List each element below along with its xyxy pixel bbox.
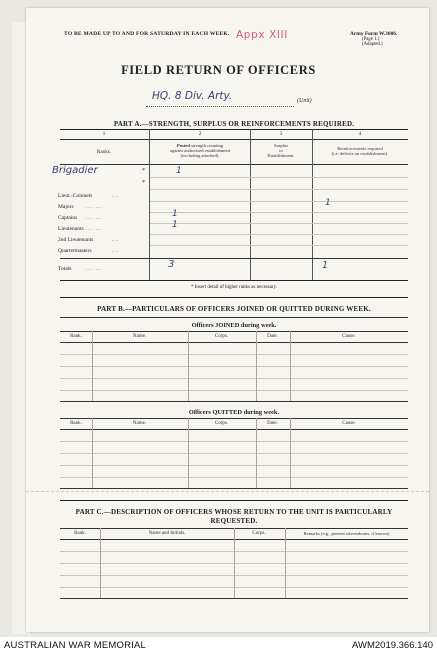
quitted-col-divider-1: [92, 418, 93, 488]
paper-fold: [26, 491, 429, 492]
col-header-posted: [150, 143, 250, 159]
totals-reinf: 1: [322, 260, 329, 271]
quitted-col-date: Date.: [267, 421, 278, 426]
joined-col-date: Date.: [267, 334, 278, 339]
appendix-stamp: Appx XIII: [236, 29, 288, 41]
quitted-col-header-rule: [60, 429, 408, 430]
quitted-col-divider-4: [290, 418, 291, 488]
col-number-4: 4: [358, 131, 362, 137]
col-header-reinforcements: [312, 146, 408, 156]
joined-col-name: Name.: [132, 334, 147, 339]
joined-col-divider-3: [256, 331, 257, 401]
joined-col-header-rule: [60, 342, 408, 343]
quitted-row-rule-3: [60, 465, 408, 466]
row-4-reinf: 1: [325, 198, 331, 208]
row-3-dots: ...: [112, 193, 120, 199]
rank-lieutenants: Lieutenants: [58, 226, 84, 232]
unit-underline: [146, 106, 294, 107]
quitted-col-divider-3: [256, 418, 257, 488]
joined-row-rule-3: [60, 378, 408, 379]
row-3-rule: [150, 201, 408, 202]
col-number-3: 3: [279, 131, 283, 137]
col-header-posted-line2: against authorized establishment: [170, 148, 230, 154]
joined-col-divider-1: [92, 331, 93, 401]
rank-2nd-lieutenants: 2nd Lieutenants: [58, 237, 94, 243]
joined-col-corps: Corps.: [214, 334, 229, 339]
row-1-star: *: [142, 168, 145, 174]
part-c-heading-line2: REQUESTED.: [210, 517, 258, 525]
part-b-heading: PART B.—PARTICULARS OF OFFICERS JOINED OR QUITTED DURING WEEK.: [97, 305, 371, 313]
unit-value: HQ. 8 Div. Arty.: [152, 90, 233, 102]
part-b-top-rule: [60, 297, 408, 298]
partc-bottom-rule: [60, 598, 408, 599]
part-a-bottom-rule: [60, 280, 408, 281]
quitted-title: Officers QUITTED during week.: [188, 409, 280, 416]
col-header-posted-line3: (excluding attached).: [180, 153, 220, 159]
col-header-posted-rest: strength counting: [191, 143, 224, 148]
row-6-rule: [150, 234, 408, 235]
col-number-2: 2: [198, 131, 202, 137]
totals-posted: 3: [168, 259, 175, 270]
quitted-col-corps: Corps.: [214, 421, 229, 426]
quitted-col-name: Name.: [132, 421, 147, 426]
col-header-reinf-line1: Reinforcements required: [337, 146, 383, 151]
joined-title: Officers JOINED during week.: [191, 322, 277, 329]
quitted-col-divider-2: [188, 418, 189, 488]
col-header-surplus-line3: Establishment.: [267, 153, 295, 159]
part-b-heading-rule: [60, 317, 408, 318]
rank-lieut-colonels: Lieut.-Colonels: [58, 193, 93, 199]
part-a-heading: PART A.—STRENGTH, SURPLUS OR REINFORCEMENTS REQUIRED.: [113, 120, 355, 128]
row-2-star: *: [142, 180, 145, 186]
totals-dots: ... ...: [86, 266, 103, 272]
archive-caption-bar: [0, 637, 437, 653]
partc-col-corps: Corps.: [252, 531, 266, 536]
row-6-dots: ... ...: [86, 226, 103, 232]
row-8-rule: [60, 258, 408, 259]
form-page: (Page 1.): [362, 37, 380, 42]
joined-row-rule-4: [60, 390, 408, 391]
quitted-title-rule: [60, 418, 408, 419]
quitted-col-rank: Rank.: [70, 421, 82, 426]
partc-col-remarks: Remarks (e.g., present whereabouts, if known): [303, 531, 390, 536]
col-header-surplus: [250, 143, 312, 159]
archive-name: AUSTRALIAN WAR MEMORIAL: [4, 640, 147, 651]
part-c-heading-line1: PART C.—DESCRIPTION OF OFFICERS WHOSE RETURN TO THE UNIT IS PARTICULARLY: [75, 508, 393, 516]
form-status: (Adapted.): [362, 42, 383, 47]
rank-captains: Captains: [58, 215, 78, 221]
col-header-surplus-line2: to: [279, 148, 283, 154]
partc-col-divider-2: [234, 528, 235, 598]
joined-col-cause: Cause.: [342, 334, 356, 339]
row-8-dots: ...: [112, 248, 120, 254]
form-title: FIELD RETURN OF OFFICERS: [121, 63, 316, 77]
col-header-reinf-line2: (i.e. deficits on establishment).: [331, 151, 389, 157]
instruction-text: TO BE MADE UP TO AND FOR SATURDAY IN EACH WEEK.: [64, 31, 230, 37]
row-7-dots: ...: [112, 237, 120, 243]
col-number-1: 1: [102, 131, 106, 137]
rank-majors: Majors: [58, 204, 74, 210]
joined-col-divider-4: [290, 331, 291, 401]
col-header-surplus-line1: Surplus: [273, 143, 289, 148]
quitted-bottom-rule: [60, 488, 408, 489]
col-header-ranks: Ranks.: [96, 149, 112, 155]
quitted-row-rule-1: [60, 441, 408, 442]
col-header-rule: [60, 164, 408, 165]
archive-accession-number: AWM2019.366.140: [352, 640, 433, 651]
partc-col-name: Name and Initials.: [148, 531, 186, 536]
joined-title-rule: [60, 331, 408, 332]
row-6-posted: 1: [172, 220, 178, 230]
col-number-rule: [60, 139, 408, 140]
form-id: Army Form W.3006.: [350, 31, 398, 37]
col-header-posted-bold: Posted: [176, 143, 190, 148]
part-c-top-rule: [60, 500, 408, 501]
unit-label: (Unit): [297, 98, 312, 104]
row-5-rule: [150, 223, 408, 224]
joined-col-rank: Rank.: [70, 334, 82, 339]
partc-col-divider-1: [100, 528, 101, 598]
quitted-col-cause: Cause.: [342, 421, 356, 426]
partc-col-rank: Rank.: [74, 531, 86, 536]
joined-row-rule-2: [60, 366, 408, 367]
row-1-posted: 1: [176, 166, 182, 176]
part-a-footnote: * Insert detail of higher ranks as necessary.: [190, 285, 278, 290]
part-a-top-rule: [60, 129, 408, 130]
rank-brigadier-handwritten: Brigadier: [52, 165, 98, 176]
quitted-row-rule-2: [60, 453, 408, 454]
row-4-dots: ... ...: [86, 204, 103, 210]
row-5-dots: ... ...: [86, 215, 103, 221]
row-1-rule: [150, 177, 408, 178]
quitted-row-rule-4: [60, 477, 408, 478]
partc-col-divider-3: [285, 528, 286, 598]
joined-bottom-rule: [60, 401, 408, 402]
totals-label: Totals: [58, 266, 72, 272]
row-7-rule: [150, 245, 408, 246]
rank-quartermasters: Quartermasters: [58, 248, 92, 254]
row-4-rule: [150, 212, 408, 213]
joined-col-divider-2: [188, 331, 189, 401]
joined-row-rule-1: [60, 354, 408, 355]
row-2-rule: [150, 189, 408, 190]
row-5-posted: 1: [172, 209, 178, 219]
